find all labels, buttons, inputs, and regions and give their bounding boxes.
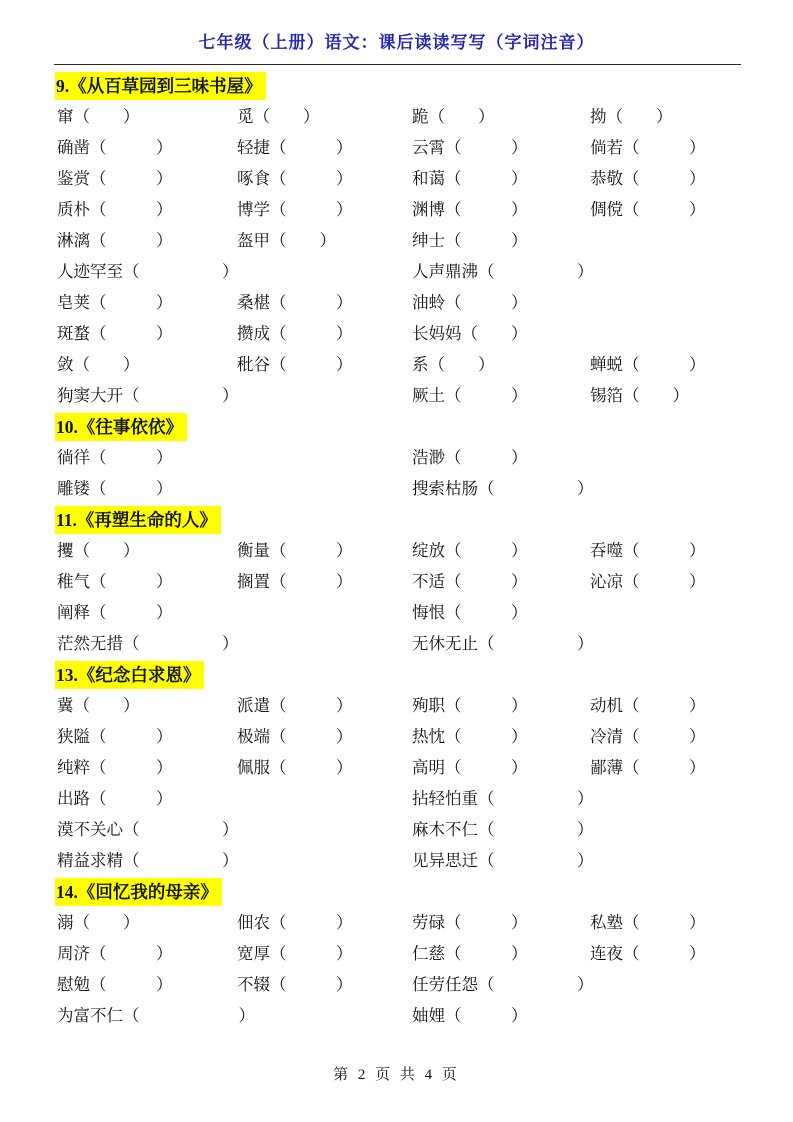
word-entry: 淋漓（ ） [57,231,173,250]
word-entry: 博学（ ） [237,200,353,219]
word-entry: 私塾（ ） [590,913,706,932]
word-entry: 质朴（ ） [57,200,173,219]
word-entry: 衡量（ ） [237,541,353,560]
word-entry: 冀（ ） [57,696,140,715]
word-entry: 盔甲（ ） [237,231,336,250]
word-entry: 渊博（ ） [412,200,528,219]
section-title: 13.《纪念白求恩》 [55,661,204,689]
word-row [0,163,793,194]
word-entry: 狭隘（ ） [57,727,173,746]
word-row [0,194,793,225]
word-entry: 绅士（ ） [412,231,528,250]
word-entry: 纯粹（ ） [57,758,173,777]
word-row [0,287,793,318]
word-entry: 啄食（ ） [237,169,353,188]
word-entry: 倘若（ ） [590,138,706,157]
word-entry: 周济（ ） [57,944,173,963]
word-entry: 皂荚（ ） [57,293,173,312]
word-entry: 狗窦大开（ ） [57,386,239,405]
word-entry: 出路（ ） [57,789,173,808]
word-entry: 人迹罕至（ ） [57,262,239,281]
word-row [0,225,793,256]
word-entry: 不辍（ ） [237,975,353,994]
word-entry: 桑椹（ ） [237,293,353,312]
word-entry: 搜索枯肠（ ） [412,479,594,498]
section-heading-11 [0,504,793,535]
word-entry: 连夜（ ） [590,944,706,963]
word-entry: 拈轻怕重（ ） [412,789,594,808]
word-entry: 高明（ ） [412,758,528,777]
word-entry: 锡箔（ ） [590,386,689,405]
section-heading-10 [0,411,793,442]
word-entry: 油蛉（ ） [412,293,528,312]
word-entry: 劳碌（ ） [412,913,528,932]
word-entry: 觅（ ） [237,107,320,126]
word-row [0,132,793,163]
word-entry: 鄙薄（ ） [590,758,706,777]
section-heading-14 [0,876,793,907]
word-entry: 厥土（ ） [412,386,528,405]
section-title: 11.《再塑生命的人》 [55,506,221,534]
word-entry: 秕谷（ ） [237,355,353,374]
word-entry: 雕镂（ ） [57,479,173,498]
word-entry: 长妈妈（ ） [412,324,528,343]
word-entry: 人声鼎沸（ ） [412,262,594,281]
word-entry: 动机（ ） [590,696,706,715]
section-title: 9.《从百草园到三味书屋》 [55,72,266,100]
section-heading-13 [0,659,793,690]
page-number: 第 2 页 共 4 页 [333,1067,460,1083]
word-entry: 茫然无措（ ） [57,634,239,653]
word-entry: 倜傥（ ） [590,200,706,219]
word-entry: 精益求精（ ） [57,851,239,870]
word-entry: 吞噬（ ） [590,541,706,560]
word-entry: 敛（ ） [57,355,140,374]
word-row [0,628,793,659]
word-entry: 恭敬（ ） [590,169,706,188]
word-row [0,473,793,504]
word-entry: 斑蝥（ ） [57,324,173,343]
word-entry: 仁慈（ ） [412,944,528,963]
word-entry: 漠不关心（ ） [57,820,239,839]
word-row [0,535,793,566]
word-entry: 浩渺（ ） [412,448,528,467]
word-entry: 沁凉（ ） [590,572,706,591]
word-entry: 无休无止（ ） [412,634,594,653]
word-entry: 云霄（ ） [412,138,528,157]
word-row [0,814,793,845]
word-entry: 派遣（ ） [237,696,353,715]
word-entry: 和蔼（ ） [412,169,528,188]
word-row [0,256,793,287]
word-entry: 麻木不仁（ ） [412,820,594,839]
word-entry: 佃农（ ） [237,913,353,932]
word-entry: 拗（ ） [590,107,673,126]
worksheet-content [0,70,793,1031]
word-entry: 不适（ ） [412,572,528,591]
word-entry: 任劳任怨（ ） [412,975,594,994]
word-row [0,1000,793,1031]
word-entry: 搁置（ ） [237,572,353,591]
word-entry: 极端（ ） [237,727,353,746]
word-entry: 攒成（ ） [237,324,353,343]
word-row [0,721,793,752]
word-entry: 鉴赏（ ） [57,169,173,188]
word-entry: 为富不仁（ ） [57,1006,255,1025]
word-entry: 稚气（ ） [57,572,173,591]
word-entry: 冷清（ ） [590,727,706,746]
word-entry: 徜徉（ ） [57,448,173,467]
word-row [0,690,793,721]
word-entry: 绽放（ ） [412,541,528,560]
section-heading-9 [0,70,793,101]
word-row [0,442,793,473]
word-row [0,597,793,628]
word-entry: 悔恨（ ） [412,603,528,622]
word-entry: 殉职（ ） [412,696,528,715]
word-entry: 攫（ ） [57,541,140,560]
word-entry: 妯娌（ ） [412,1006,528,1025]
word-entry: 见异思迁（ ） [412,851,594,870]
word-row [0,969,793,1000]
word-row [0,845,793,876]
word-entry: 阐释（ ） [57,603,173,622]
word-entry: 宽厚（ ） [237,944,353,963]
word-row [0,380,793,411]
word-row [0,566,793,597]
word-entry: 跪（ ） [412,107,495,126]
word-entry: 蝉蜕（ ） [590,355,706,374]
section-title: 10.《往事依依》 [55,413,187,441]
word-row [0,349,793,380]
word-entry: 慰勉（ ） [57,975,173,994]
word-entry: 系（ ） [412,355,495,374]
header-rule [54,64,741,65]
word-row [0,907,793,938]
page-title: 七年级（上册）语文：课后读读写写（字词注音） [198,33,595,52]
word-row [0,938,793,969]
word-row [0,752,793,783]
word-row [0,101,793,132]
word-entry: 佩服（ ） [237,758,353,777]
word-entry: 窜（ ） [57,107,140,126]
word-entry: 热忱（ ） [412,727,528,746]
word-row [0,783,793,814]
word-entry: 溺（ ） [57,913,140,932]
word-row [0,318,793,349]
section-title: 14.《回忆我的母亲》 [55,878,222,906]
word-entry: 轻捷（ ） [237,138,353,157]
word-entry: 确凿（ ） [57,138,173,157]
